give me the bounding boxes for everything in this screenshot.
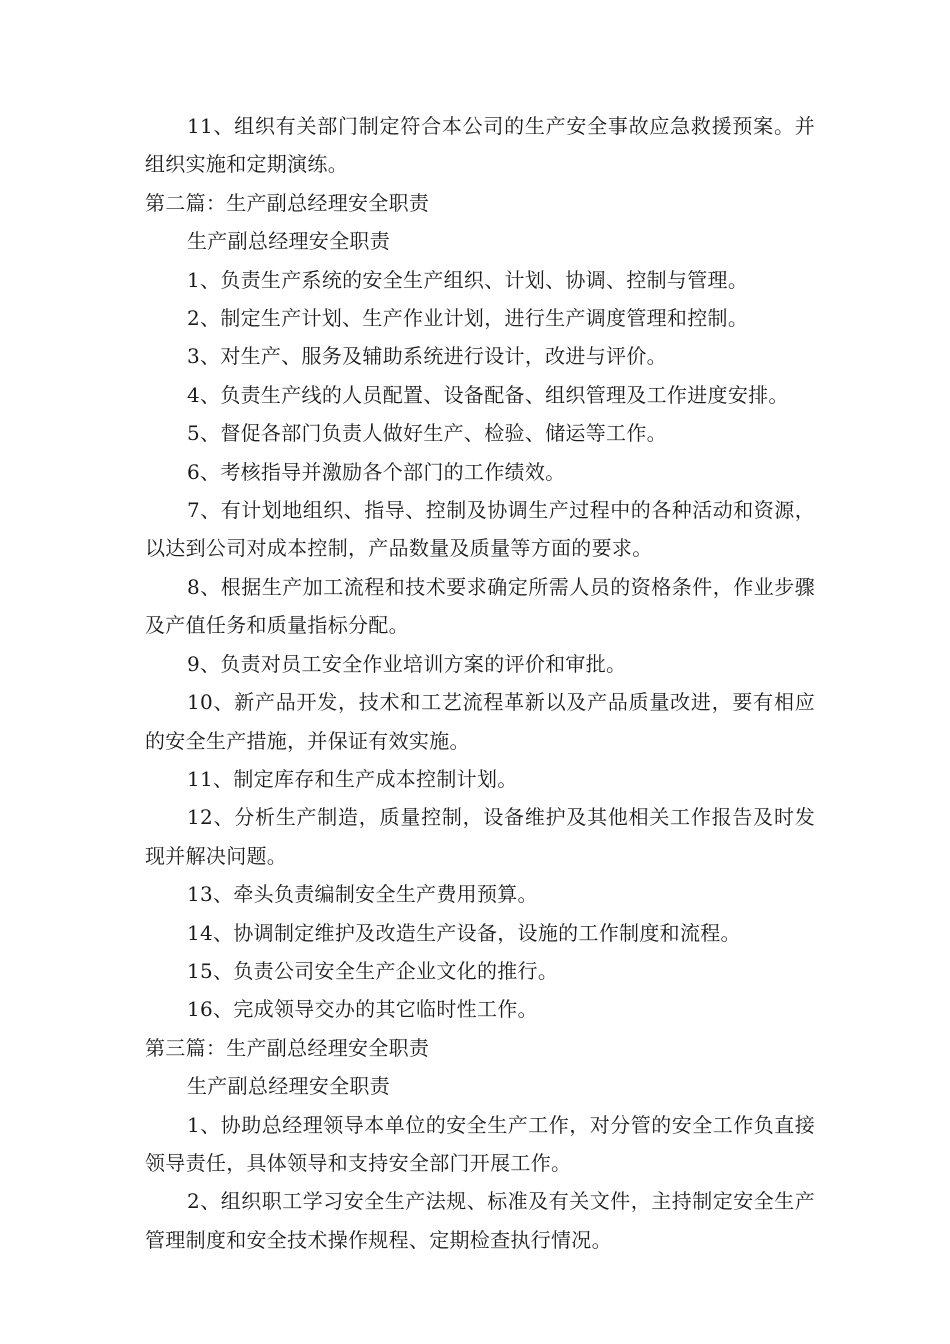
paragraph: 14、协调制定维护及改造生产设备，设施的工作制度和流程。: [187, 920, 741, 945]
paragraph: 3、对生产、服务及辅助系统进行设计，改进与评价。: [187, 344, 667, 369]
paragraph: 2、制定生产计划、生产作业计划，进行生产调度管理和控制。: [187, 306, 749, 331]
section-heading: 第二篇：生产副总经理安全职责: [145, 190, 430, 215]
paragraph: 16、完成领导交办的其它临时性工作。: [187, 997, 538, 1022]
paragraph: 2、组织职工学习安全生产法规、标准及有关文件，主持制定安全生产管理制度和安全技术操作规程、定期检查执行情况。: [145, 1189, 815, 1252]
paragraph: 13、牵头负责编制安全生产费用预算。: [187, 882, 538, 907]
section-subtitle: 生产副总经理安全职责: [187, 229, 390, 254]
document-body: [145, 107, 815, 1259]
paragraph: 8、根据生产加工流程和技术要求确定所需人员的资格条件，作业步骤及产值任务和质量指标分配。: [145, 574, 815, 638]
paragraph: 1、负责生产系统的安全生产组织、计划、协调、控制与管理。: [187, 267, 749, 292]
paragraph: 7、有计划地组织、指导、控制及协调生产过程中的各种活动和资源，以达到公司对成本控制，产品数量及质量等方面的要求。: [145, 498, 815, 561]
paragraph: 4、负责生产线的人员配置、设备配备、组织管理及工作进度安排。: [187, 382, 789, 407]
paragraph: 11、制定库存和生产成本控制计划。: [187, 766, 518, 791]
paragraph: 1、协助总经理领导本单位的安全生产工作，对分管的安全工作负直接领导责任，具体领导和支持安全部门开展工作。: [145, 1112, 815, 1175]
paragraph: 15、负责公司安全生产企业文化的推行。: [187, 958, 559, 983]
paragraph: 10、新产品开发，技术和工艺流程革新以及产品质量改进，要有相应的安全生产措施，并保证有效实施。: [145, 690, 815, 753]
paragraph: 6、考核指导并激励各个部门的工作绩效。: [187, 459, 566, 484]
section-heading: 第三篇：生产副总经理安全职责: [145, 1035, 430, 1060]
paragraph: 12、分析生产制造，质量控制，设备维护及其他相关工作报告及时发现并解决问题。: [145, 805, 815, 868]
paragraph: 5、督促各部门负责人做好生产、检验、储运等工作。: [187, 421, 667, 446]
paragraph: 9、负责对员工安全作业培训方案的评价和审批。: [187, 651, 627, 676]
paragraph: 11、组织有关部门制定符合本公司的生产安全事故应急救援预案。并组织实施和定期演练。: [145, 114, 815, 177]
section-subtitle: 生产副总经理安全职责: [187, 1074, 390, 1099]
